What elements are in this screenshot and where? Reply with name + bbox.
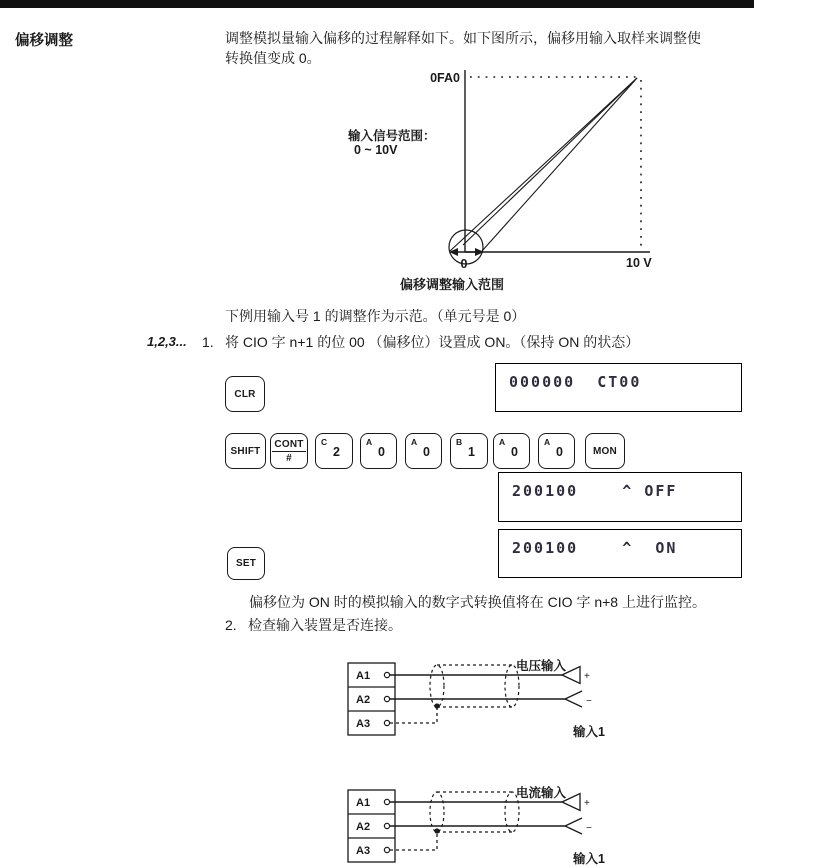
input-type-label: 电流输入 (516, 786, 567, 800)
key-a0-3-letter: A (499, 437, 506, 447)
key-a0-1-letter: A (366, 437, 373, 447)
intro-line-2: 转换值变成 0。 (225, 50, 321, 66)
terminal-a2-label: A2 (356, 821, 371, 833)
plus-label: + (584, 798, 590, 809)
key-a0-3 (493, 433, 530, 469)
key-shift-label: SHIFT (230, 445, 261, 457)
key-c2 (315, 433, 353, 469)
key-a0-3-digit: 0 (511, 445, 519, 459)
key-cont-bottom-label: # (286, 452, 292, 464)
key-a0-4 (538, 433, 575, 469)
key-c2-digit: 2 (333, 445, 341, 459)
voltage-input-wiring-diagram (330, 645, 660, 755)
key-b1-digit: 1 (468, 445, 476, 459)
y-max-label: 0FA0 (430, 71, 460, 85)
key-cont (270, 433, 308, 469)
input-range-label-2: 0 ~ 10V (354, 143, 398, 157)
terminal-a3-label: A3 (356, 845, 371, 857)
input-number-label: 输入1 (573, 852, 605, 866)
shielded-cable (430, 665, 519, 707)
intro-line-1: 调整模拟量输入偏移的过程解释如下。如下图所示，偏移用输入取样来调整使 (225, 30, 701, 46)
device-connector (562, 667, 592, 708)
graph-caption: 偏移调整输入范围 (400, 277, 505, 292)
minus-label: − (586, 823, 592, 834)
key-clr-label: CLR (234, 388, 256, 400)
origin-label: 0 (460, 257, 468, 271)
input-type-label: 电压输入 (516, 659, 567, 673)
x-max-label: 10 V (626, 256, 652, 270)
input-number-label: 输入1 (573, 725, 605, 739)
key-c2-letter: C (321, 437, 328, 447)
input-range-label-1: 输入信号范围： (348, 129, 436, 143)
console-display-3: 200100 ^ ON (498, 529, 742, 578)
example-note: 下例用输入号 1 的调整作为示范。（单元号是 0） (225, 308, 526, 324)
terminal-block (348, 663, 395, 735)
device-connector (562, 794, 592, 835)
monitor-note: 偏移位为 ON 时的模拟输入的数字式转换值将在 CIO 字 n+8 上进行监控。 (249, 594, 706, 610)
steps-marker: 1,2,3... (147, 334, 187, 349)
signal-wires (390, 675, 565, 699)
step1-number: 1. (202, 334, 214, 350)
key-a0-2 (405, 433, 442, 469)
terminal-a1-label: A1 (356, 670, 371, 682)
step2-text: 检查输入装置是否连接。 (248, 617, 402, 633)
key-set-label: SET (235, 558, 257, 569)
key-a0-4-digit: 0 (556, 445, 564, 459)
key-a0-2-digit: 0 (423, 445, 431, 459)
offset-double-arrow (449, 248, 484, 256)
terminal-a3-label: A3 (356, 718, 371, 730)
console-display-2: 200100 ^ OFF (498, 472, 742, 522)
key-a0-4-letter: A (544, 437, 551, 447)
shield-ground-wire (390, 703, 440, 723)
key-b1 (450, 433, 488, 469)
terminal-a1-label: A1 (356, 797, 371, 809)
key-clr (225, 376, 265, 412)
key-mon (585, 433, 625, 469)
key-a0-2-letter: A (411, 437, 418, 447)
key-a0-1-digit: 0 (378, 445, 386, 459)
key-set (227, 547, 265, 580)
minus-label: − (586, 696, 592, 707)
step2-number: 2. (225, 617, 237, 633)
key-mon-label: MON (593, 445, 617, 457)
gain-fan-lines (450, 78, 637, 251)
signal-wires (390, 802, 565, 826)
terminal-block (348, 790, 395, 862)
page-top-rule (0, 0, 754, 8)
key-shift (225, 433, 266, 469)
terminal-a2-label: A2 (356, 694, 371, 706)
section-heading: 偏移调整 (15, 33, 73, 49)
current-input-wiring-diagram (330, 775, 660, 867)
offset-adjustment-graph (330, 60, 730, 300)
console-display-1: 000000 CT00 (495, 363, 742, 412)
key-cont-top-label: CONT (274, 438, 304, 450)
shield-ground-wire (390, 828, 440, 850)
key-a0-1 (360, 433, 397, 469)
plus-label: + (584, 671, 590, 682)
step1-text: 将 CIO 字 n+1 的位 00 （偏移位）设置成 ON。（保持 ON 的状态） (225, 334, 640, 350)
key-b1-letter: B (456, 437, 463, 447)
